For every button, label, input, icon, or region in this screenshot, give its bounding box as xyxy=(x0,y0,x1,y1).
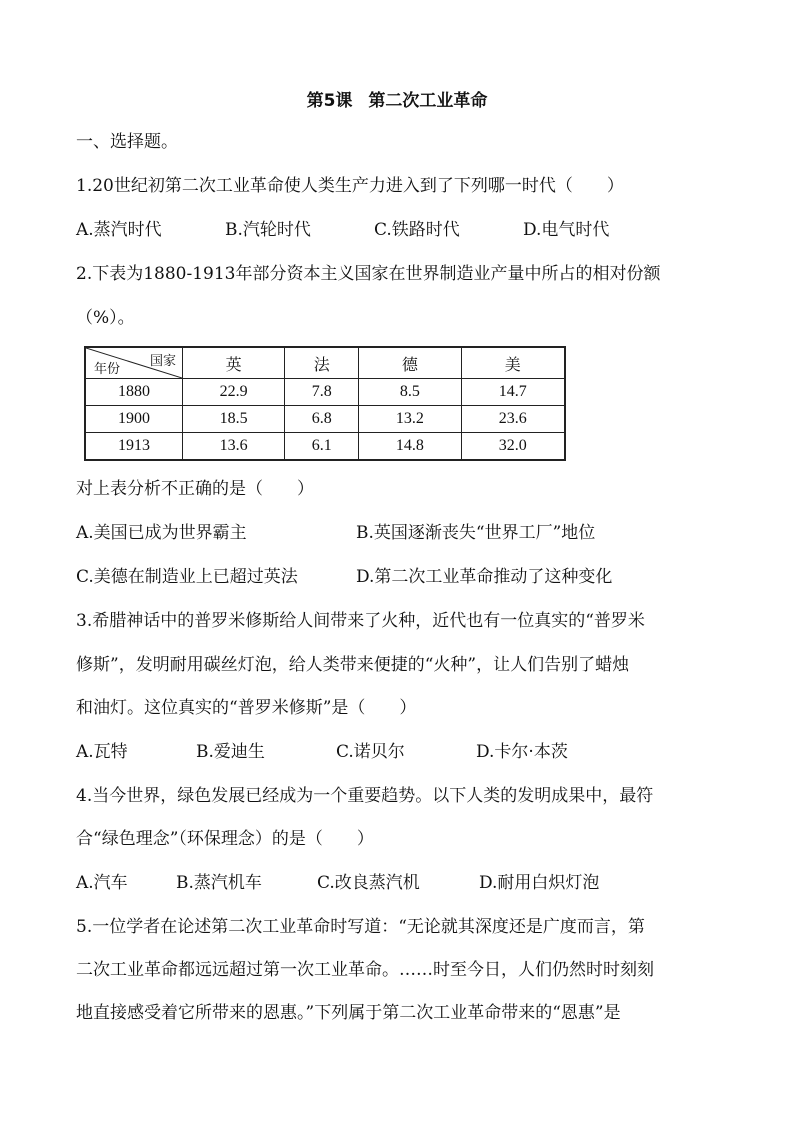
page-title xyxy=(0,86,794,111)
q2-option-d: D.第二次工业革命推动了这种变化 xyxy=(356,567,613,587)
q4-options xyxy=(76,872,716,894)
q5-line1: 5.一位学者在论述第二次工业革命时写道：“无论就其深度还是广度而言，第 xyxy=(76,917,645,937)
q2-question: 对上表分析不正确的是（ ） xyxy=(76,479,314,499)
table-cell: 7.8 xyxy=(285,379,359,406)
q1-option-a: A.蒸汽时代 xyxy=(76,220,162,240)
table-cell: 13.2 xyxy=(359,406,461,433)
share-table xyxy=(84,346,566,461)
table-cell: 14.8 xyxy=(359,433,461,461)
table-cell: 32.0 xyxy=(461,433,565,461)
table-row xyxy=(85,433,565,461)
table-header-row xyxy=(85,347,565,379)
q1-option-c: C.铁路时代 xyxy=(374,220,460,240)
table-cell: 14.7 xyxy=(461,379,565,406)
table-cell: 13.6 xyxy=(183,433,285,461)
q1-option-d: D.电气时代 xyxy=(523,220,610,240)
q4-option-d: D.耐用白炽灯泡 xyxy=(479,873,600,893)
table-cell: 23.6 xyxy=(461,406,565,433)
table-row xyxy=(85,379,565,406)
column-header: 美 xyxy=(461,347,565,379)
q2-options-row2 xyxy=(76,566,716,588)
q1-stem: 1.20世纪初第二次工业革命使人类生产力进入到了下列哪一时代（ ） xyxy=(76,176,624,196)
row-year: 1880 xyxy=(85,379,183,406)
q5-line2: 二次工业革命都远远超过第一次工业革命。……时至今日，人们仍然时时刻刻 xyxy=(76,960,654,980)
q3-line2: 修斯”，发明耐用碳丝灯泡，给人类带来便捷的“火种”，让人们告别了蜡烛 xyxy=(76,655,630,675)
row-year: 1900 xyxy=(85,406,183,433)
q4-line1: 4.当今世界，绿色发展已经成为一个重要趋势。以下人类的发明成果中，最符 xyxy=(76,786,654,806)
q4-option-a: A.汽车 xyxy=(76,873,128,893)
q3-option-a: A.瓦特 xyxy=(76,742,128,762)
table-cell: 6.8 xyxy=(285,406,359,433)
q3-line3: 和油灯。这位真实的“普罗米修斯”是（ ） xyxy=(76,698,417,718)
table-cell: 8.5 xyxy=(359,379,461,406)
table-cell: 6.1 xyxy=(285,433,359,461)
table-cell: 18.5 xyxy=(183,406,285,433)
q1-option-b: B.汽轮时代 xyxy=(225,220,311,240)
q2-options-row1 xyxy=(76,522,716,544)
lesson-number: 第5课 xyxy=(306,91,353,111)
q2-option-b: B.英国逐渐丧失“世界工厂”地位 xyxy=(356,523,596,543)
q1-options xyxy=(76,219,716,241)
q2-stem-line2: （%）。 xyxy=(76,308,135,328)
q4-line2: 合“绿色理念”（环保理念）的是（ ） xyxy=(76,829,374,849)
q3-option-b: B.爱迪生 xyxy=(196,742,265,762)
q3-option-c: C.诺贝尔 xyxy=(336,742,405,762)
corner-label-year: 年份 xyxy=(94,362,121,377)
q4-option-c: C.改良蒸汽机 xyxy=(317,873,420,893)
q2-option-a: A.美国已成为世界霸主 xyxy=(76,523,247,543)
column-header: 德 xyxy=(359,347,461,379)
corner-label-country: 国家 xyxy=(149,354,176,369)
q4-option-b: B.蒸汽机车 xyxy=(176,873,262,893)
lesson-name: 第二次工业革命 xyxy=(368,91,488,111)
q3-option-d: D.卡尔·本茨 xyxy=(476,742,568,762)
table-corner-cell xyxy=(85,347,183,379)
row-year: 1913 xyxy=(85,433,183,461)
section-heading: 一、选择题。 xyxy=(76,132,178,152)
q3-options xyxy=(76,741,716,763)
column-header: 法 xyxy=(285,347,359,379)
table-cell: 22.9 xyxy=(183,379,285,406)
q3-line1: 3.希腊神话中的普罗米修斯给人间带来了火种，近代也有一位真实的“普罗米 xyxy=(76,611,645,631)
column-header: 英 xyxy=(183,347,285,379)
q2-option-c: C.美德在制造业上已超过英法 xyxy=(76,567,298,587)
q2-stem-line1: 2.下表为1880-1913年部分资本主义国家在世界制造业产量中所占的相对份额 xyxy=(76,264,661,284)
table-row xyxy=(85,406,565,433)
q5-line3: 地直接感受着它所带来的恩惠。”下列属于第二次工业革命带来的“恩惠”是 xyxy=(76,1003,621,1023)
